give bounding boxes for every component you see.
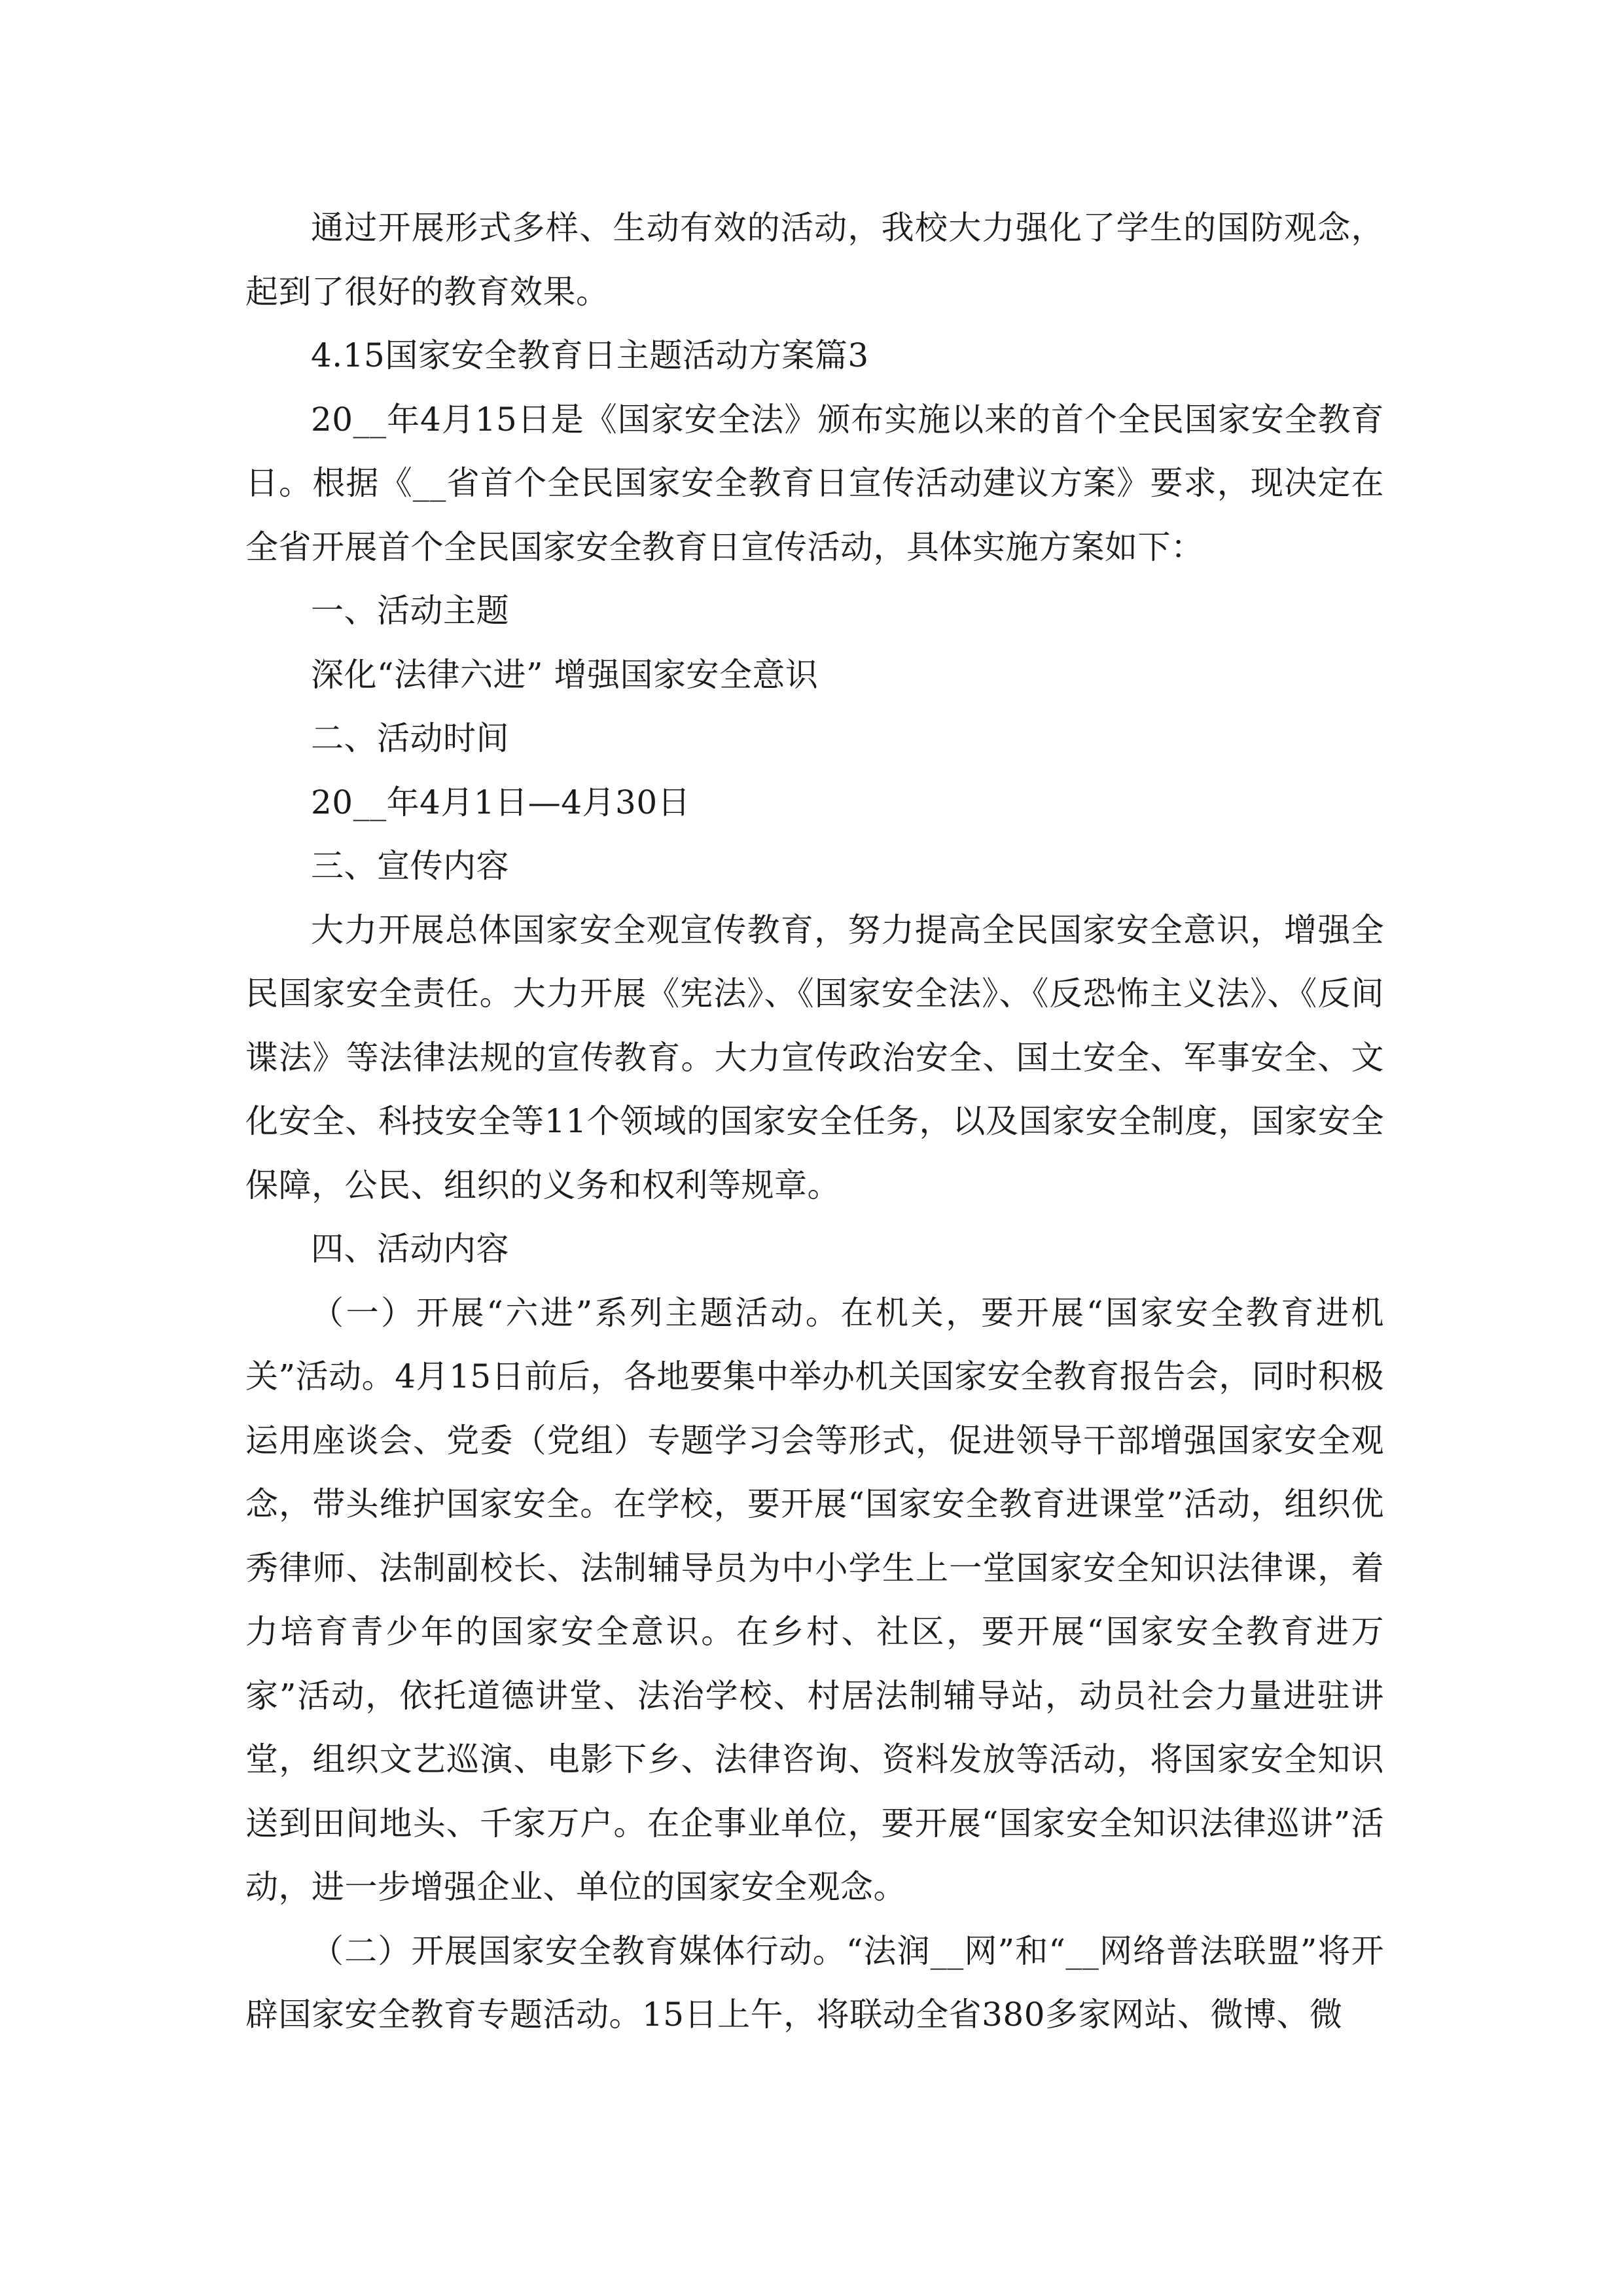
- activity-theme-text: 深化“法律六进” 增强国家安全意识: [311, 655, 819, 694]
- paragraph-six-entries: （一）开展“六进”系列主题活动。在机关，要开展“国家安全教育进机关”活动。4月15日前后，各地要集中举办机关国家安全教育报告会，同时积极运用座谈会、党委（党组）专题学习会等形式，促进领导干部增强国家安全观念，带头维护国家安全。在学校，要开展“国家安全教育进课堂”活动，组织优秀律师、法制副校长、法制辅导员为中小学生上一堂国家安全知识法律课，着力培育青少年的国家安全意识。在乡村、社区，要开展“国家安全教育进万家”活动，依托道德讲堂、法治学校、村居法制辅导站，动员社会力量进驻讲堂，组织文艺巡演、电影下乡、法律咨询、资料发放等活动，将国家安全知识送到田间地头、千家万户。在企事业单位，要开展“国家安全知识法律巡讲”活动，进一步增强企业、单位的国家安全观念。: [245, 1293, 1384, 1906]
- heading-activity-content: 四、活动内容: [311, 1230, 509, 1268]
- heading-activity-theme: 一、活动主题: [311, 592, 509, 630]
- document-body: [245, 196, 1384, 2047]
- paragraph-overview: 20__年4月15日是《国家安全法》颁布实施以来的首个全民国家安全教育日。根据《__省首个全民国家安全教育日宣传活动建议方案》要求，现决定在全省开展首个全民国家安全教育日宣传活动，具体实施方案如下：: [245, 400, 1384, 566]
- paragraph-publicity-content: 大力开展总体国家安全观宣传教育，努力提高全民国家安全意识，增强全民国家安全责任。大力开展《宪法》、《国家安全法》、《反恐怖主义法》、《反间谍法》等法律法规的宣传教育。大力宣传政治安全、国土安全、军事安全、文化安全、科技安全等11个领域的国家安全任务，以及国家安全制度，国家安全保障，公民、组织的义务和权利等规章。: [245, 910, 1384, 1204]
- activity-time-text: 20__年4月1日—4月30日: [311, 783, 691, 821]
- section-title: 4.15国家安全教育日主题活动方案篇3: [311, 336, 869, 374]
- heading-activity-time: 二、活动时间: [311, 719, 509, 757]
- heading-publicity-content: 三、宣传内容: [311, 847, 509, 885]
- paragraph-media-action: （二）开展国家安全教育媒体行动。“法润__网”和“__网络普法联盟”将开辟国家安全教育专题活动。15日上午，将联动全省380多家网站、微博、微: [245, 1931, 1384, 2034]
- paragraph-intro-conclusion: 通过开展形式多样、生动有效的活动，我校大力强化了学生的国防观念，起到了很好的教育效果。: [245, 209, 1384, 311]
